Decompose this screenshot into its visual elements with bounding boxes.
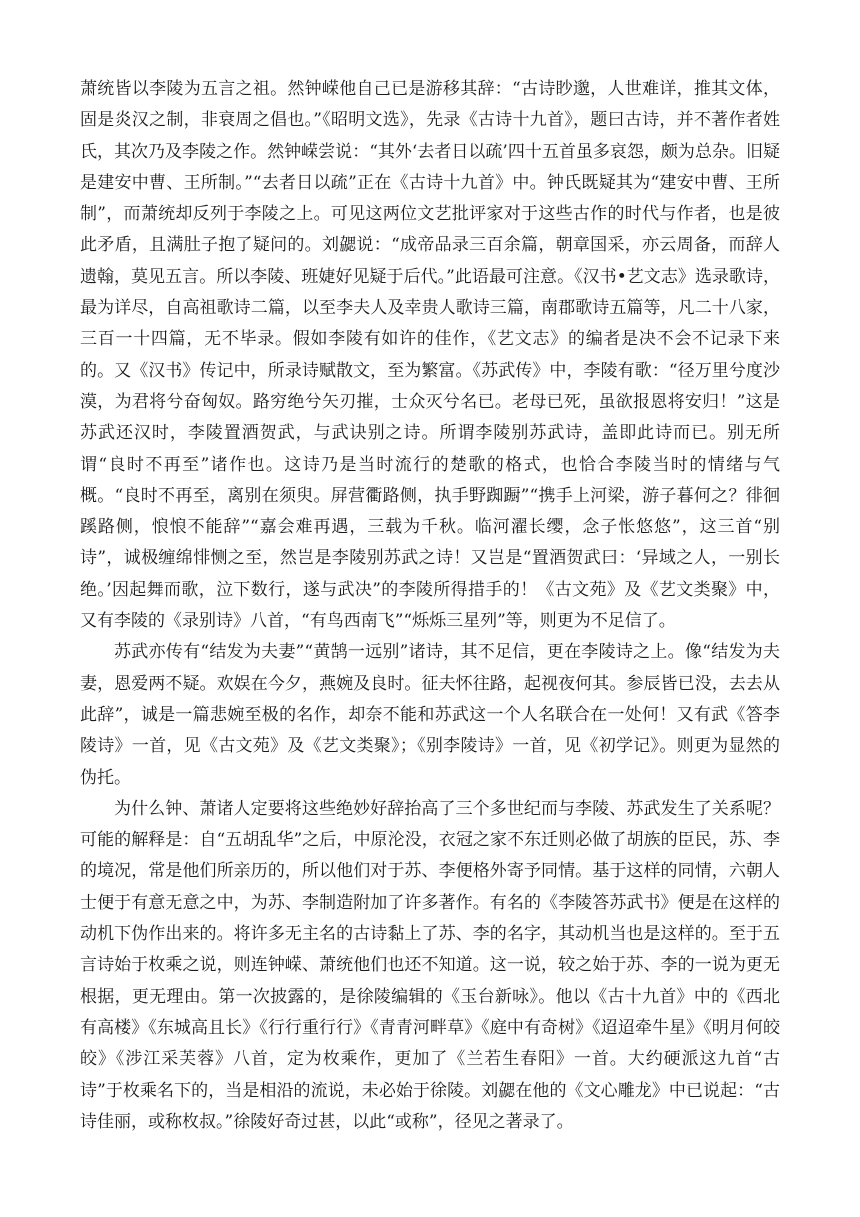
paragraph-3: 为什么钟、萧诸人定要将这些绝妙好辞抬高了三个多世纪而与李陵、苏武发生了关系呢？可能的解释是：自“五胡乱华”之后，中原沦没，衣冠之家不东迁则必做了胡族的臣民，苏、李的境况，常是他们所亲历的，所以他们对于苏、李便格外寄予同情。基于这样的同情，六朝人士便于有意无意之中，为苏、李制造附加了许多著作。有名的《李陵答苏武书》便是在这样的动机下伪作出来的。将许多无主名的古诗黏上了苏、李的名字，其动机当也是这样的。至于五言诗始于枚乘之说，则连钟嵘、萧统他们也还不知道。这一说，较之始于苏、李的一说为更无根据，更无理由。第一次披露的，是徐陵编辑的《玉台新咏》。他以《古十九首》中的《西北有高楼》《东城高且长》《行行重行行》《青青河畔草》《庭中有奇树》《迢迢牵牛星》《明月何皎皎》《涉江采芙蓉》八首，定为枚乘作，更加了《兰若生春阳》一首。大约硬派这九首“古诗”于枚乘名下的，当是相沿的流说，未必始于徐陵。刘勰在他的《文心雕龙》中已说起：“古诗佳丽，或称枚叔。”徐陵好奇过甚，以此“或称”，径见之著录了。 [80, 798, 780, 1132]
paragraph-1: 萧统皆以李陵为五言之祖。然钟嵘他自己已是游移其辞：“古诗眇邈，人世难详，推其文体，固是炎汉之制，非衰周之倡也。”《昭明文选》，先录《古诗十九首》，题曰古诗，并不著作者姓氏，其次乃及李陵之作。然钟嵘尝说：“其外‘去者日以疏’四十五首虽多哀怨，颇为总杂。旧疑是建安中曹、王所制。”“去者日以疏”正在《古诗十九首》中。钟氏既疑其为“建安中曹、王所制”，而萧统却反列于李陵之上。可见这两位文艺批评家对于这些古作的时代与作者，也是彼此矛盾，且满肚子抱了疑问的。刘勰说：“成帝品录三百余篇，朝章国采，亦云周备，而辞人遗翰，莫见五言。所以李陵、班婕好见疑于后代。”此语最可注意。《汉书•艺文志》选录歌诗，最为详尽，自高祖歌诗二篇，以至李夫人及幸贵人歌诗三篇，南郡歌诗五篇等，凡二十八家，三百一十四篇，无不毕录。假如李陵有如许的佳作，《艺文志》的编者是决不会不记录下来的。又《汉书》传记中，所录诗赋散文，至为繁富。《苏武传》中，李陵有歌：“径万里兮度沙漠，为君将兮奋匈奴。路穷绝兮矢刃摧，士众灭兮名已。老母已死，虽欲报恩将安归！”这是苏武还汉时，李陵置酒贺武，与武诀别之诗。所谓李陵别苏武诗，盖即此诗而已。别无所谓“良时不再至”诸作也。这诗乃是当时流行的楚歌的格式，也恰合李陵当时的情绪与气概。“良时不再至，离别在须臾。屏营衢路侧，执手野踟蹰”“携手上河梁，游子暮何之？徘徊蹊路侧，悢悢不能辞”“嘉会难再遇，三载为千秋。临河濯长缨，念子怅悠悠”，这三首“别诗”，诚极缠绵悱恻之至，然岂是李陵别苏武之诗！又岂是“置酒贺武曰：‘异域之人，一别长绝。’因起舞而歌，泣下数行，遂与武决”的李陵所得措手的！《古文苑》及《艺文类聚》中，又有李陵的《录别诗》八首，“有鸟西南飞”“烁烁三星列”等，则更为不足信了。 [80, 79, 780, 632]
document-page [80, 74, 780, 1138]
paragraph-2: 苏武亦传有“结发为夫妻”“黄鹄一远别”诸诗，其不足信，更在李陵诗之上。像“结发为夫妻，恩爱两不疑。欢娱在今夕，燕婉及良时。征夫怀往路，起视夜何其。参辰皆已没，去去从此辞”，诚是一篇悲婉至极的名作，却奈不能和苏武这一个人名联合在一处何！又有武《答李陵诗》一首，见《古文苑》及《艺文类聚》；《别李陵诗》一首，见《初学记》。则更为显然的伪托。 [80, 642, 780, 788]
